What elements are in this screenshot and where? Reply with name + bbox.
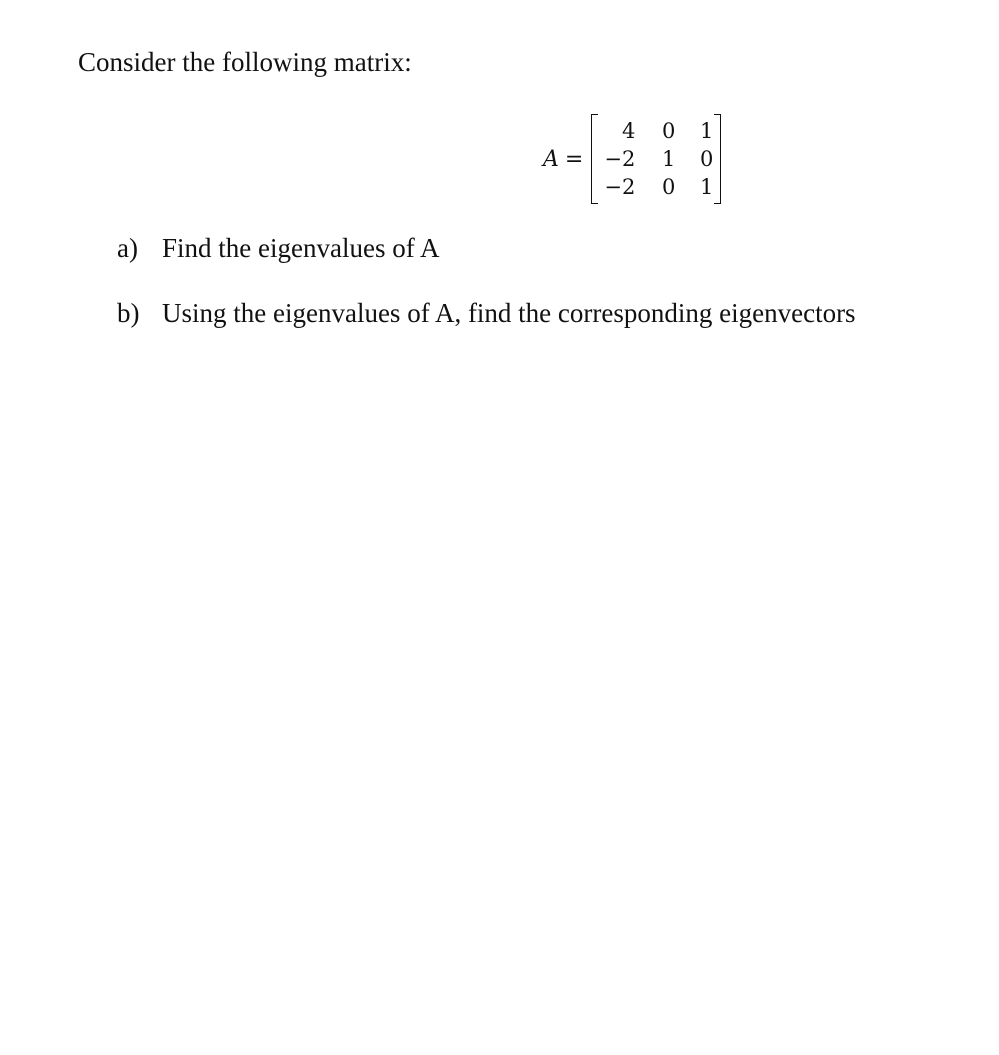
matrix-cell: −2 [604, 147, 636, 171]
matrix-variable: A [543, 146, 559, 172]
question-label: b) [117, 298, 140, 328]
matrix-cell: 1 [661, 147, 676, 171]
matrix-cell: 0 [661, 119, 676, 143]
right-bracket [714, 114, 721, 204]
matrix-cell: 4 [621, 119, 636, 143]
question-text: Using the eigenvalues of A, find the corresponding eigenvectors [162, 298, 856, 328]
question-a [117, 230, 439, 266]
left-bracket [591, 114, 598, 204]
matrix [591, 114, 721, 204]
intro-text: Consider the following matrix: [78, 47, 412, 77]
matrix-cell: 1 [699, 119, 714, 143]
equals-sign: = [564, 146, 584, 172]
question-b [117, 295, 856, 331]
matrix-cell: 0 [699, 147, 714, 171]
matrix-equation [543, 110, 721, 208]
matrix-cell: −2 [604, 175, 636, 199]
question-text: Find the eigenvalues of A [162, 233, 440, 263]
question-label: a) [117, 233, 138, 263]
matrix-cell: 1 [699, 175, 714, 199]
matrix-cell: 0 [661, 175, 676, 199]
